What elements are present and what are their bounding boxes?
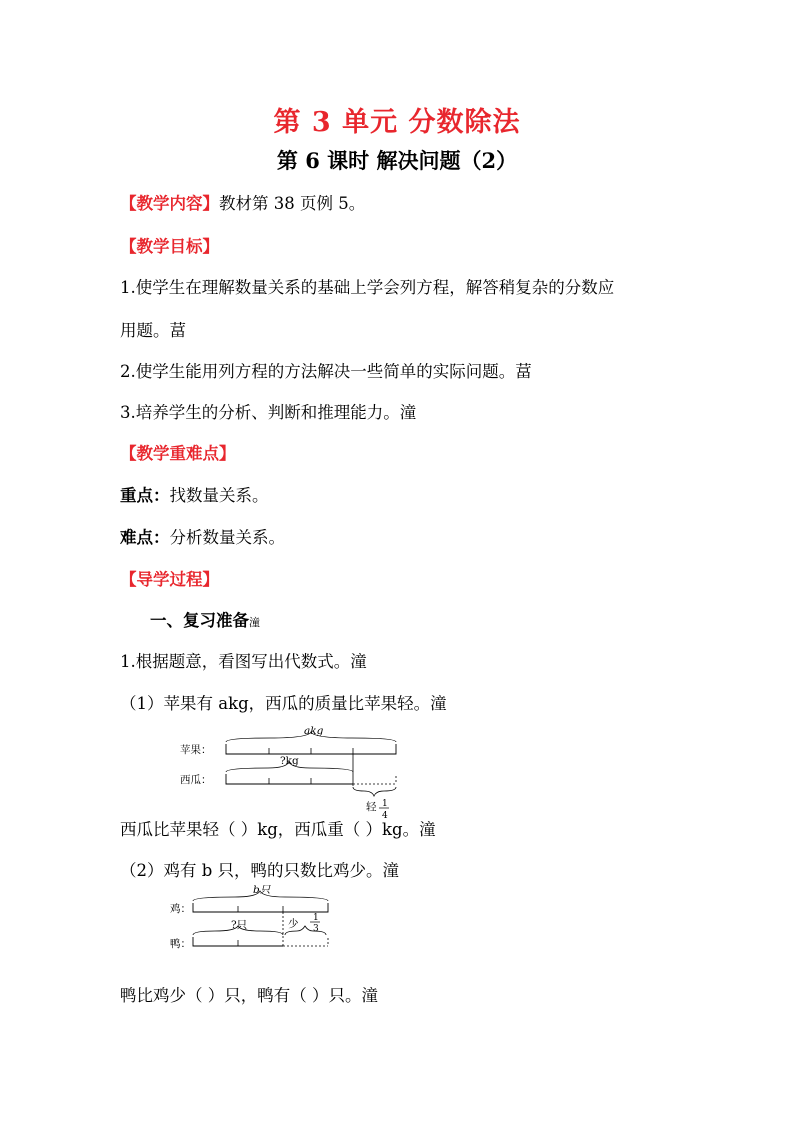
lesson-title: 第 6 课时 解决问题（2） — [276, 148, 518, 173]
difficult-point-label: 难点： — [120, 528, 170, 547]
process-label: 【导学过程】 — [120, 570, 219, 589]
watermelon-value: ?kg — [280, 755, 299, 767]
chicken-value: b只 — [253, 885, 271, 896]
question-1: 1.根据题意，看图写出代数式。潼 — [120, 652, 367, 671]
question-1-1-answer: 西瓜比苹果轻（ ）kg，西瓜重（ ）kg。潼 — [120, 820, 436, 839]
key-point-text: 找数量关系。 — [169, 486, 269, 505]
question-1-2: （2）鸡有 b 只，鸭的只数比鸡少。潼 — [120, 861, 400, 880]
keypoints-label: 【教学重难点】 — [120, 444, 236, 463]
goal-2: 2.使学生能用列方程的方法解决一些简单的实际问题。葍 — [120, 362, 532, 381]
teaching-content — [120, 190, 365, 214]
chicken-label: 鸡： — [170, 903, 191, 915]
question-1-2-answer: 鸭比鸡少（ ）只，鸭有（ ）只。潼 — [120, 986, 378, 1005]
less-label: 少 — [288, 918, 299, 930]
question-1-1: （1）苹果有 akg，西瓜的质量比苹果轻。潼 — [120, 694, 447, 713]
teaching-content-text: 教材第 38 页例 5。 — [219, 194, 366, 213]
watermelon-bar — [226, 774, 353, 784]
apple-label: 苹果： — [180, 744, 212, 756]
apple-watermelon-diagram — [170, 722, 420, 822]
lighter-brace — [353, 787, 396, 796]
section-review — [150, 607, 260, 631]
chicken-bar — [193, 903, 328, 912]
lighter-frac-den: 4 — [382, 811, 388, 821]
teaching-goals-label: 【教学目标】 — [120, 237, 219, 256]
lighter-frac-num: 1 — [382, 799, 388, 809]
lighter-label: 轻 — [366, 801, 377, 813]
less-frac-den: 3 — [313, 924, 319, 934]
difficult-point-text: 分析数量关系。 — [169, 528, 285, 547]
key-point-label: 重点： — [120, 486, 170, 505]
less-frac-num: 1 — [313, 913, 319, 923]
key-point — [120, 482, 269, 506]
duck-value: ?只 — [231, 919, 248, 931]
section-review-title: 一、复习准备 — [150, 611, 249, 630]
goal-3: 3.培养学生的分析、判断和推理能力。潼 — [120, 403, 417, 422]
goal-1-line-2: 用题。葍 — [120, 321, 186, 340]
apple-value: akg — [304, 725, 324, 737]
watermelon-label: 西瓜： — [180, 774, 212, 786]
duck-label: 鸭： — [170, 938, 191, 950]
chicken-duck-diagram — [165, 885, 345, 955]
unit-title: 第 3 单元 分数除法 — [273, 107, 521, 138]
teaching-content-label: 【教学内容】 — [120, 194, 219, 213]
difficult-point — [120, 524, 285, 548]
section-review-mark: 潼 — [249, 616, 260, 629]
goal-1-line-1: 1.使学生在理解数量关系的基础上学会列方程，解答稍复杂的分数应 — [120, 278, 615, 297]
